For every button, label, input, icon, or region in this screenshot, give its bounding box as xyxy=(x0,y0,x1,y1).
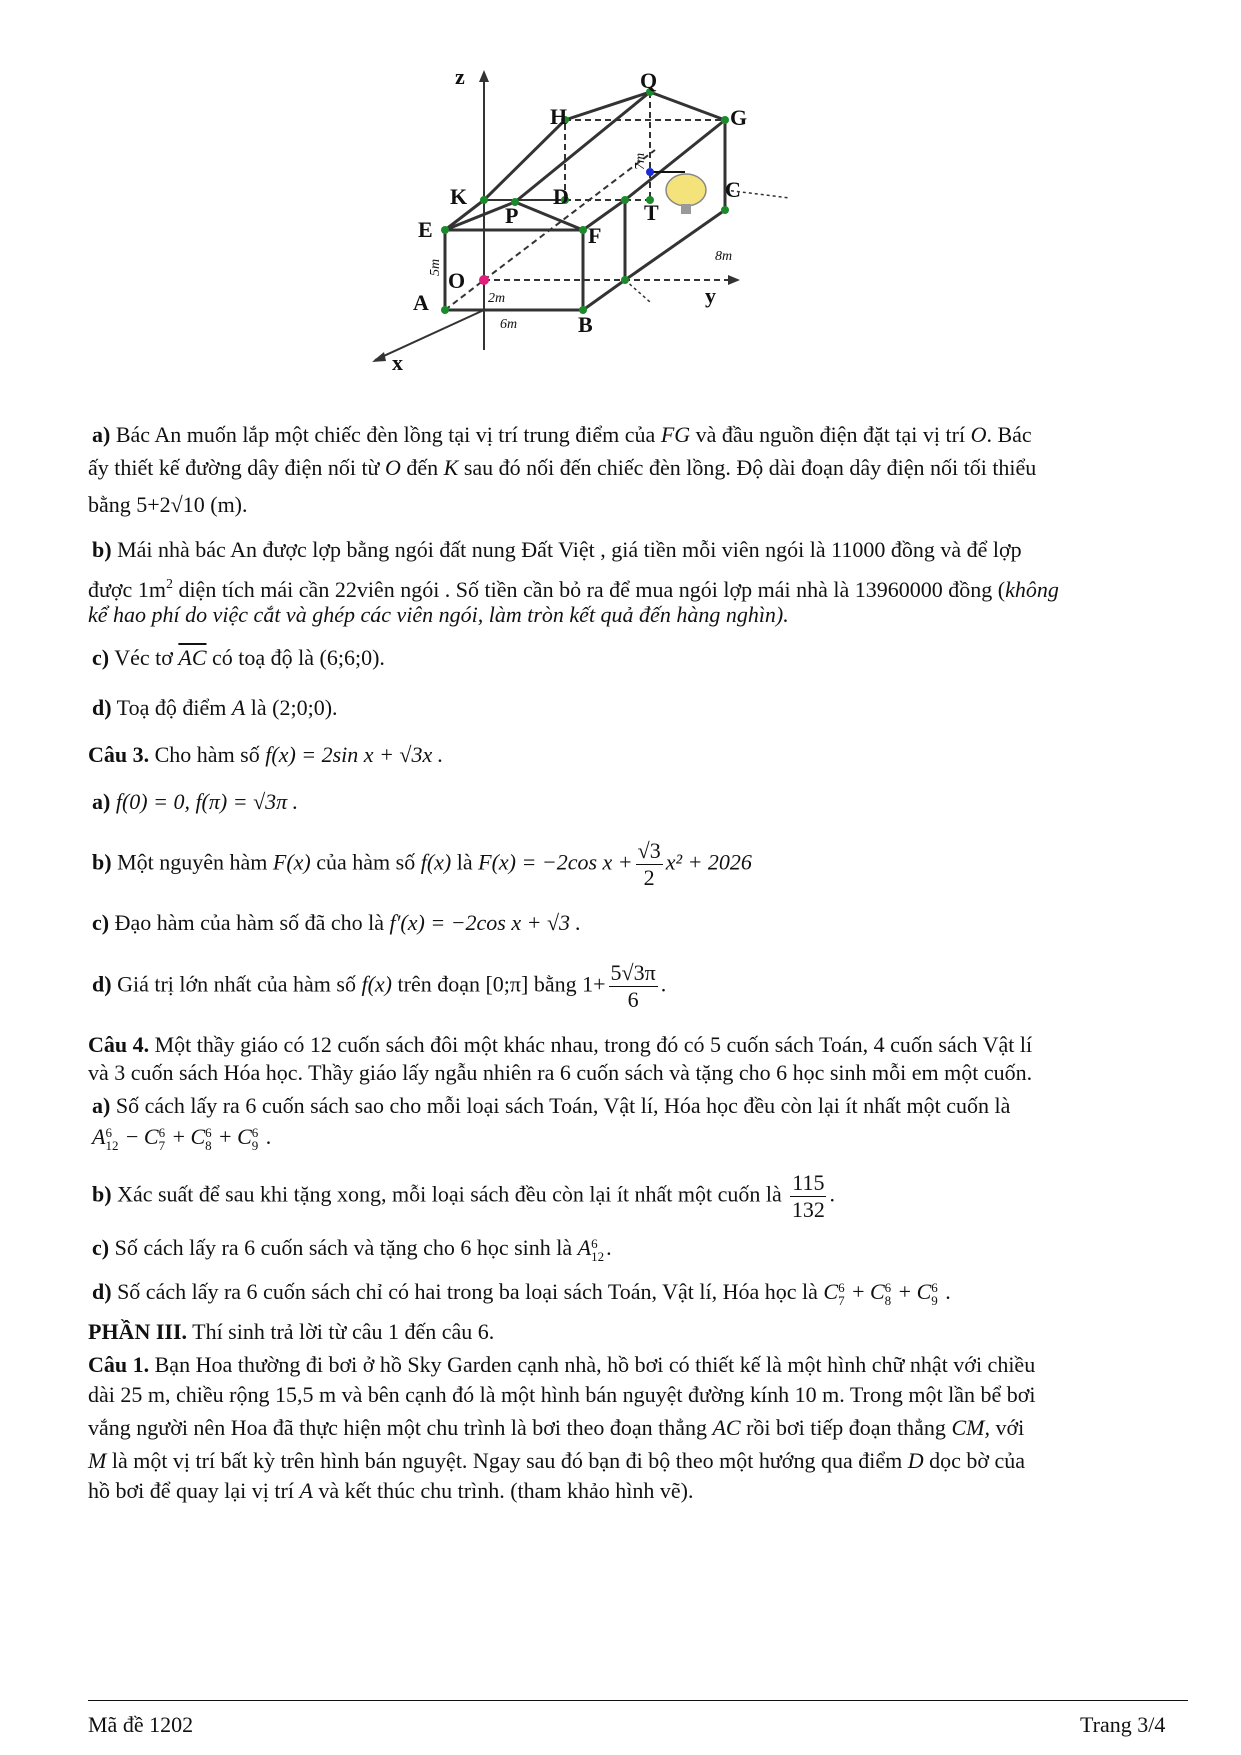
dim-8m: 8m xyxy=(715,249,733,264)
p3-q1-line5: hồ bơi để quay lại vị trí A và kết thúc chu trình. (tham khảo hình vẽ). xyxy=(88,1478,694,1503)
label-p: P xyxy=(505,203,519,228)
part3-heading: PHẦN III. Thí sinh trả lời từ câu 1 đến câu 6. xyxy=(88,1319,495,1344)
dim-2m: 2m xyxy=(488,291,506,306)
p3-q1-line2: dài 25 m, chiều rộng 15,5 m và bên cạnh đó là một hình bán nguyệt đường kính 10 m. Trong một lần bể bơi xyxy=(88,1382,1036,1407)
dim-6m: 6m xyxy=(500,317,518,332)
q2-b-line1: b) Mái nhà bác An được lợp bằng ngói đất nung Đất Việt , giá tiền mỗi viên ngói là 11000 đồng và để lợp xyxy=(92,537,1022,562)
label-k: K xyxy=(450,184,468,209)
footer-divider xyxy=(88,1700,1188,1701)
p3-q1-line3: vắng người nên Hoa đã thực hiện một chu trình là bơi theo đoạn thẳng AC rồi bơi tiếp đoạn thẳng CM, với xyxy=(88,1415,1025,1440)
q3-c: c) Đạo hàm của hàm số đã cho là f′(x) = −2cos x + √3 . xyxy=(92,910,582,935)
q2-b-line2: được $1m^2$ diện tích mái cần 22viên ngói . Số tiền cần bỏ ra để mua ngói lợp mái nhà là 13960000 đồng (không xyxy=(88,577,1059,602)
q3-b: b) Một nguyên hàm F(x) của hàm số f(x) là F(x) = −2cos x + $\frac{√3}{2}$ x² + 2026 xyxy=(92,838,752,890)
dim-5m: 5m xyxy=(428,258,443,276)
q2-a-line2: ấy thiết kế đường dây điện nối từ O đến K sau đó nối đến chiếc đèn lồng. Độ dài đoạn dây điện nối tối thiểu xyxy=(88,455,1037,480)
q4-c: c) Số cách lấy ra 6 cuốn sách và tặng cho 6 học sinh là A 6 12 . xyxy=(92,1235,612,1264)
label-x: x xyxy=(392,350,403,375)
q3-a: a) f(0) = 0, f(π) = √3π . xyxy=(92,789,299,814)
label-y: y xyxy=(705,283,716,308)
q2-d: d) Toạ độ điểm A là (2;0;0). xyxy=(92,695,338,720)
label-a: A xyxy=(413,290,429,315)
label-c: C xyxy=(725,177,741,202)
label-b: B xyxy=(578,312,593,337)
label-h: H xyxy=(550,104,568,129)
q4-b: b) Xác suất để sau khi tặng xong, mỗi loại sách đều còn lại ít nhất một cuốn là $\frac{115}{132}$ . xyxy=(92,1170,835,1222)
label-f: F xyxy=(588,223,602,248)
q4-stem-line1: Câu 4. Một thầy giáo có 12 cuốn sách đôi một khác nhau, trong đó có 5 cuốn sách Toán, 4 cuốn sách Vật lí xyxy=(88,1032,1033,1057)
q2-a-line3: bằng 5+2√10 (m). xyxy=(88,492,248,517)
label-q: Q xyxy=(640,68,658,93)
footer-exam-code: Mã đề 1202 xyxy=(88,1712,194,1737)
q3-d: d) Giá trị lớn nhất của hàm số f(x) trên đoạn [0;π] bằng 1+ $\frac{5√3\pi}{6}$ . xyxy=(92,960,667,1012)
lantern-icon xyxy=(666,174,706,206)
label-g: G xyxy=(730,105,748,130)
q3-stem: Câu 3. Cho hàm số f(x) = 2sin x + √3x . xyxy=(88,742,444,767)
q4-a-line2: A 6 12 − C 6 7 + C 6 8 + C 6 9 . xyxy=(92,1124,272,1153)
q4-stem-line2: và 3 cuốn sách Hóa học. Thầy giáo lấy ngẫu nhiên ra 6 cuốn sách và tặng cho 6 học sinh mỗi em một cuốn. xyxy=(88,1060,1033,1085)
footer-page-number: Trang 3/4 xyxy=(1080,1712,1166,1737)
label-t: T xyxy=(644,200,659,225)
q4-d: d) Số cách lấy ra 6 cuốn sách chỉ có hai trong ba loại sách Toán, Vật lí, Hóa học là C 6 7 + C 6 8 + C 6 9 . xyxy=(92,1279,951,1308)
q2-c: c) Véc tơ $\overline{AC}$ có toạ độ là (6;6;0). xyxy=(92,645,385,670)
house-3d-figure xyxy=(392,64,920,420)
q2-a-line1: a) Bác An muốn lắp một chiếc đèn lồng tại vị trí trung điểm của FG và đầu nguồn điện đặt tại vị trí O. Bác xyxy=(92,422,1032,447)
dim-7m: 7m xyxy=(633,152,648,170)
label-e: E xyxy=(418,217,433,242)
label-z: z xyxy=(455,64,465,89)
q2-b-line3: kể hao phí do việc cắt và ghép các viên ngói, làm tròn kết quả đến hàng nghìn). xyxy=(88,602,789,627)
q4-a-line1: a) Số cách lấy ra 6 cuốn sách sao cho mỗi loại sách Toán, Vật lí, Hóa học đều còn lại ít nhất một cuốn là xyxy=(92,1093,1011,1118)
label-d: D xyxy=(553,184,569,209)
label-o: O xyxy=(448,268,466,293)
p3-q1-line1: Câu 1. Bạn Hoa thường đi bơi ở hồ Sky Garden cạnh nhà, hồ bơi có thiết kế là một hình chữ nhật với chiều xyxy=(88,1352,1036,1377)
p3-q1-line4: M là một vị trí bất kỳ trên hình bán nguyệt. Ngay sau đó bạn đi bộ theo một hướng qua điểm D dọc bờ của xyxy=(88,1448,1026,1473)
